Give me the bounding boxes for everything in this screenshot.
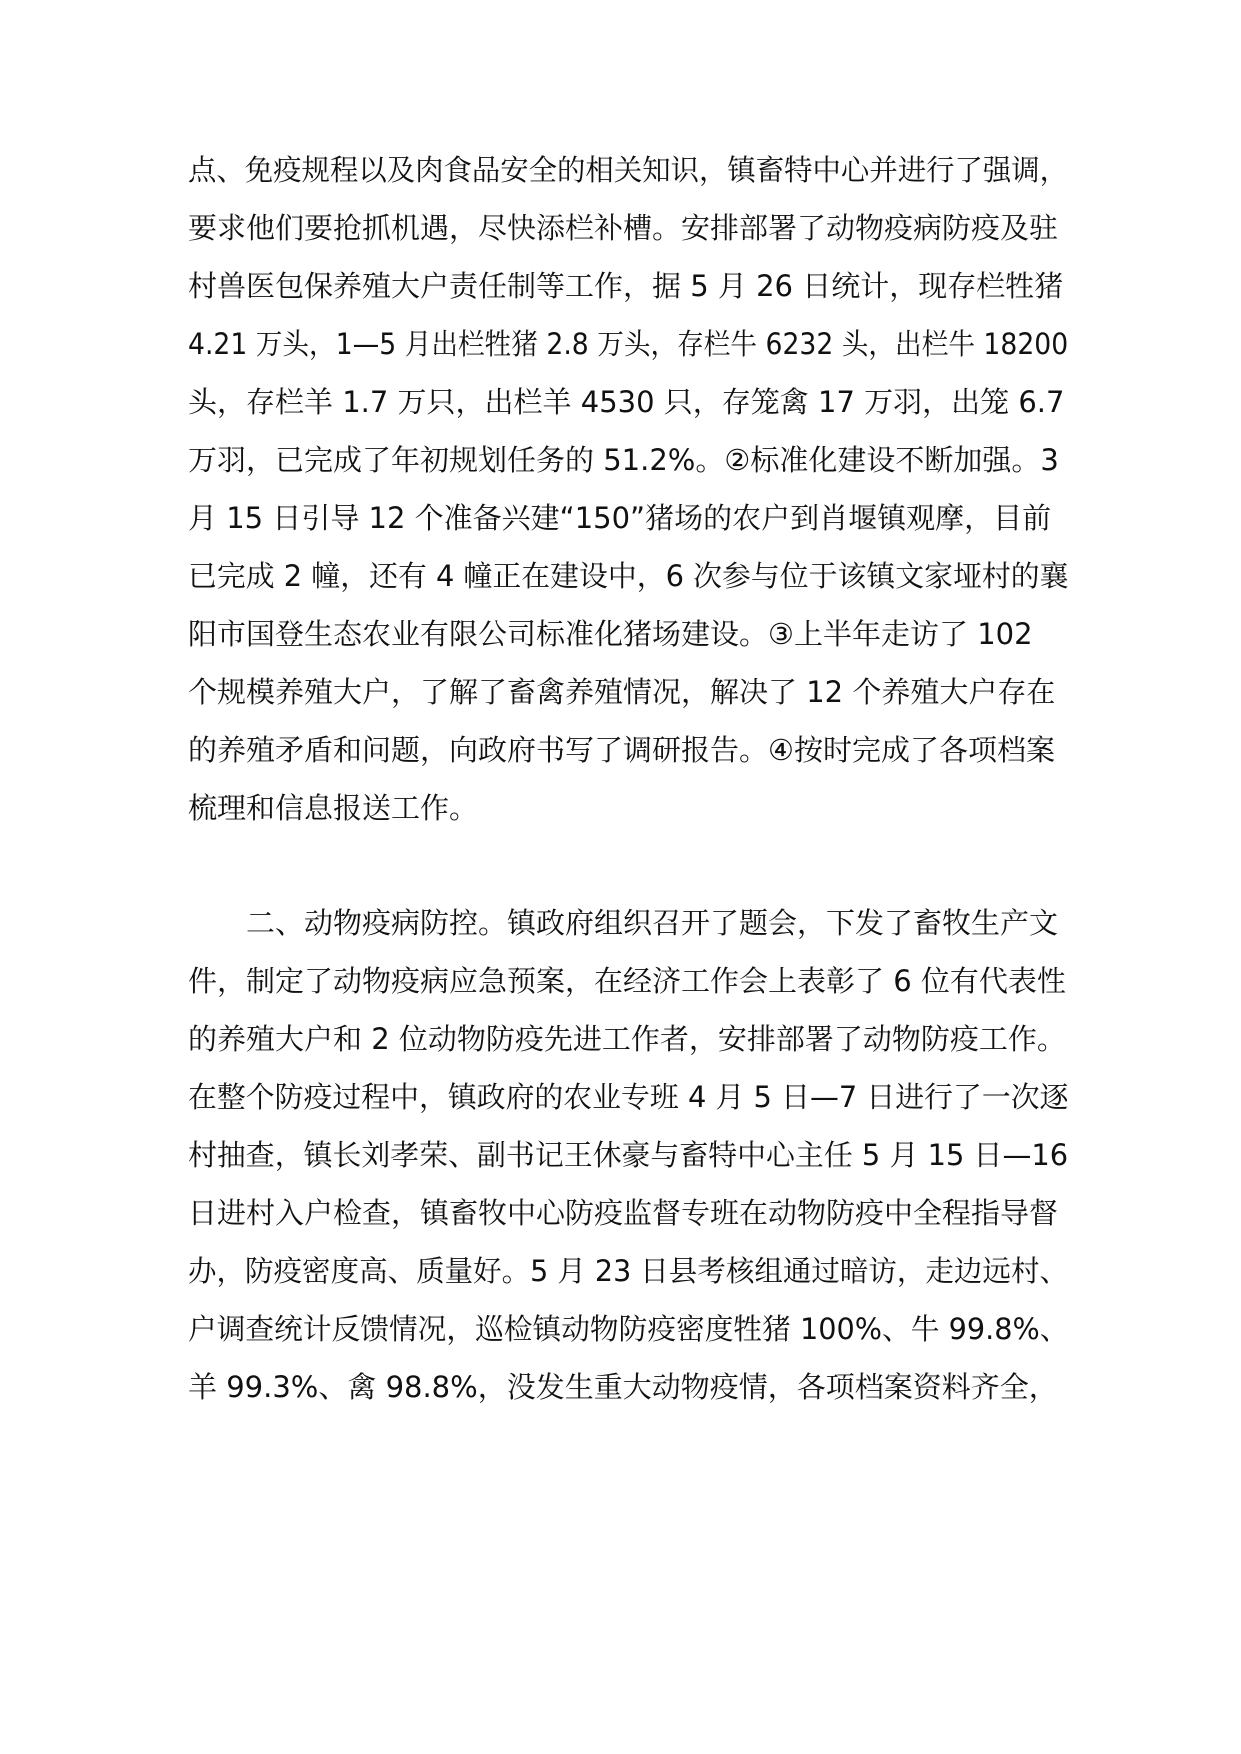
text-line: 二、动物疫病防控。镇政府组织召开了题会，下发了畜牧生产文 [246, 906, 1059, 940]
text-line: 村兽医包保养殖大户责任制等工作，据 5 月 26 日统计，现存栏牲猪 [188, 269, 1064, 303]
text-line: 月 15 日引导 12 个准备兴建“150”猪场的农户到肖堰镇观摩，目前 [188, 501, 1052, 535]
text-line: 办，防疫密度高、质量好。5 月 23 日县考核组通过暗访，走边远村、 [188, 1254, 1068, 1288]
text-line: 件，制定了动物疫病应急预案，在经济工作会上表彰了 6 位有代表性 [188, 964, 1066, 998]
text-line: 要求他们要抢抓机遇，尽快添栏补槽。安排部署了动物疫病防疫及驻 [188, 211, 1059, 245]
text-line: 梳理和信息报送工作。 [188, 791, 479, 825]
text-line: 在整个防疫过程中，镇政府的农业专班 4 月 5 日—7 日进行了一次逐 [188, 1080, 1069, 1114]
text-line: 点、免疫规程以及肉食品安全的相关知识，镇畜特中心并进行了强调， [188, 153, 1069, 187]
text-line: 村抽查，镇长刘孝荣、副书记王休豪与畜特中心主任 5 月 15 日—16 [188, 1138, 1069, 1172]
text-line: 头，存栏羊 1.7 万只，出栏羊 4530 只，存笼禽 17 万羽，出笼 6.7 [188, 385, 1065, 419]
text-line: 羊 99.3%、禽 98.8%，没发生重大动物疫情，各项档案资料齐全， [188, 1370, 1058, 1404]
text-line: 户调查统计反馈情况，巡检镇动物防疫密度牲猪 100%、牛 99.8%、 [188, 1312, 1069, 1346]
text-line: 4.21 万头，1—5 月出栏牲猪 2.8 万头，存栏牛 6232 头，出栏牛 18200 [188, 327, 1069, 361]
text-line: 日进村入户检查，镇畜牧中心防疫监督专班在动物防疫中全程指导督 [188, 1196, 1059, 1230]
text-line: 已完成 2 幢，还有 4 幢正在建设中，6 次参与位于该镇文家垭村的襄 [188, 559, 1069, 593]
text-line: 阳市国登生态农业有限公司标准化猪场建设。③上半年走访了 102 [188, 617, 1033, 651]
text-line: 的养殖矛盾和问题，向政府书写了调研报告。④按时完成了各项档案 [188, 733, 1055, 767]
text-line: 的养殖大户和 2 位动物防疫先进工作者，安排部署了动物防疫工作。 [188, 1022, 1066, 1056]
text-line: 万羽，已完成了年初规划任务的 51.2%。②标准化建设不断加强。3 [188, 443, 1059, 477]
text-line: 个规模养殖大户，了解了畜禽养殖情况，解决了 12 个养殖大户存在 [188, 675, 1056, 709]
